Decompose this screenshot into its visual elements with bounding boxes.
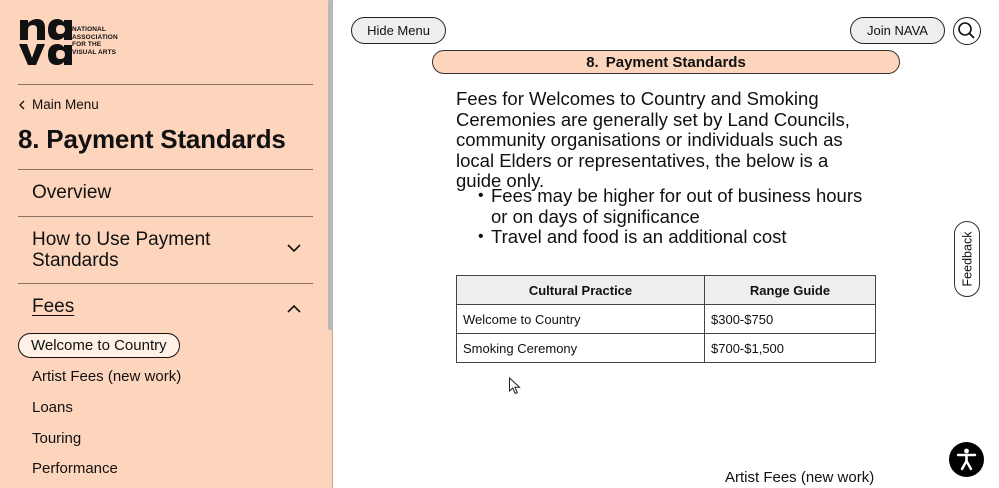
chevron-down-icon[interactable]	[285, 239, 303, 257]
sidebar-scrollbar[interactable]	[328, 0, 333, 330]
logo-wordmark: NATIONAL ASSOCIATION FOR THE VISUAL ARTS	[72, 26, 118, 56]
table-header: Range Guide	[705, 276, 876, 305]
list-item: • Travel and food is an additional cost	[491, 227, 881, 248]
section-title: Payment Standards	[605, 53, 746, 71]
sidebar-item-fees-label: Fees	[32, 296, 75, 317]
next-page-link[interactable]: Artist Fees (new work)	[725, 469, 875, 486]
subitem-artist-fees[interactable]: Artist Fees (new work)	[32, 368, 182, 385]
table-row	[457, 305, 876, 334]
accessibility-button[interactable]	[949, 442, 984, 477]
table-header-row	[457, 276, 876, 305]
sidebar-item-overview[interactable]: Overview	[32, 182, 112, 203]
table-cell: $700-$1,500	[705, 334, 876, 363]
table-row	[457, 334, 876, 363]
divider	[18, 216, 313, 217]
main-menu-label: Main Menu	[32, 97, 99, 112]
list-item: • Fees may be higher for out of business hours or on days of significance	[491, 186, 881, 227]
chevron-left-icon	[18, 100, 26, 110]
sidebar-item-fees[interactable]	[32, 296, 74, 317]
table-header: Cultural Practice	[457, 276, 705, 305]
subitem-welcome-to-country[interactable]: Welcome to Country	[18, 333, 180, 358]
section-banner	[432, 50, 900, 74]
nava-logo[interactable]	[18, 16, 128, 68]
section-number: 8.	[586, 53, 599, 71]
mouse-cursor-icon	[508, 377, 522, 395]
table-cell: Welcome to Country	[457, 305, 705, 334]
search-icon	[954, 18, 979, 43]
table-cell: $300-$750	[705, 305, 876, 334]
main-menu-link[interactable]	[18, 97, 99, 112]
feedback-label: Feedback	[960, 231, 974, 287]
subitem-loans[interactable]: Loans	[32, 399, 73, 416]
divider	[18, 169, 313, 170]
subitem-performance[interactable]: Performance	[32, 460, 118, 477]
bullet-list	[491, 186, 881, 248]
divider	[18, 84, 313, 85]
chevron-up-icon[interactable]	[285, 300, 303, 318]
accessibility-icon	[949, 442, 984, 477]
hide-menu-button[interactable]: Hide Menu	[351, 17, 446, 44]
subitem-touring[interactable]: Touring	[32, 430, 82, 447]
nava-logo-mark	[18, 16, 76, 68]
sidebar	[0, 0, 333, 488]
sidebar-item-how-to-use[interactable]: How to Use Payment Standards	[32, 229, 211, 271]
table-cell: Smoking Ceremony	[457, 334, 705, 363]
intro-paragraph: Fees for Welcomes to Country and Smoking Ceremonies are generally set by Land Councils, community organisations or individuals such as local Elders or representatives, the below is a guide only.	[456, 88, 850, 191]
feedback-tab[interactable]	[954, 221, 980, 297]
search-button[interactable]	[953, 17, 981, 45]
divider	[18, 283, 313, 284]
fee-range-table	[456, 275, 876, 363]
join-nava-button[interactable]: Join NAVA	[850, 17, 945, 44]
sidebar-title: 8. Payment Standards	[18, 124, 286, 154]
